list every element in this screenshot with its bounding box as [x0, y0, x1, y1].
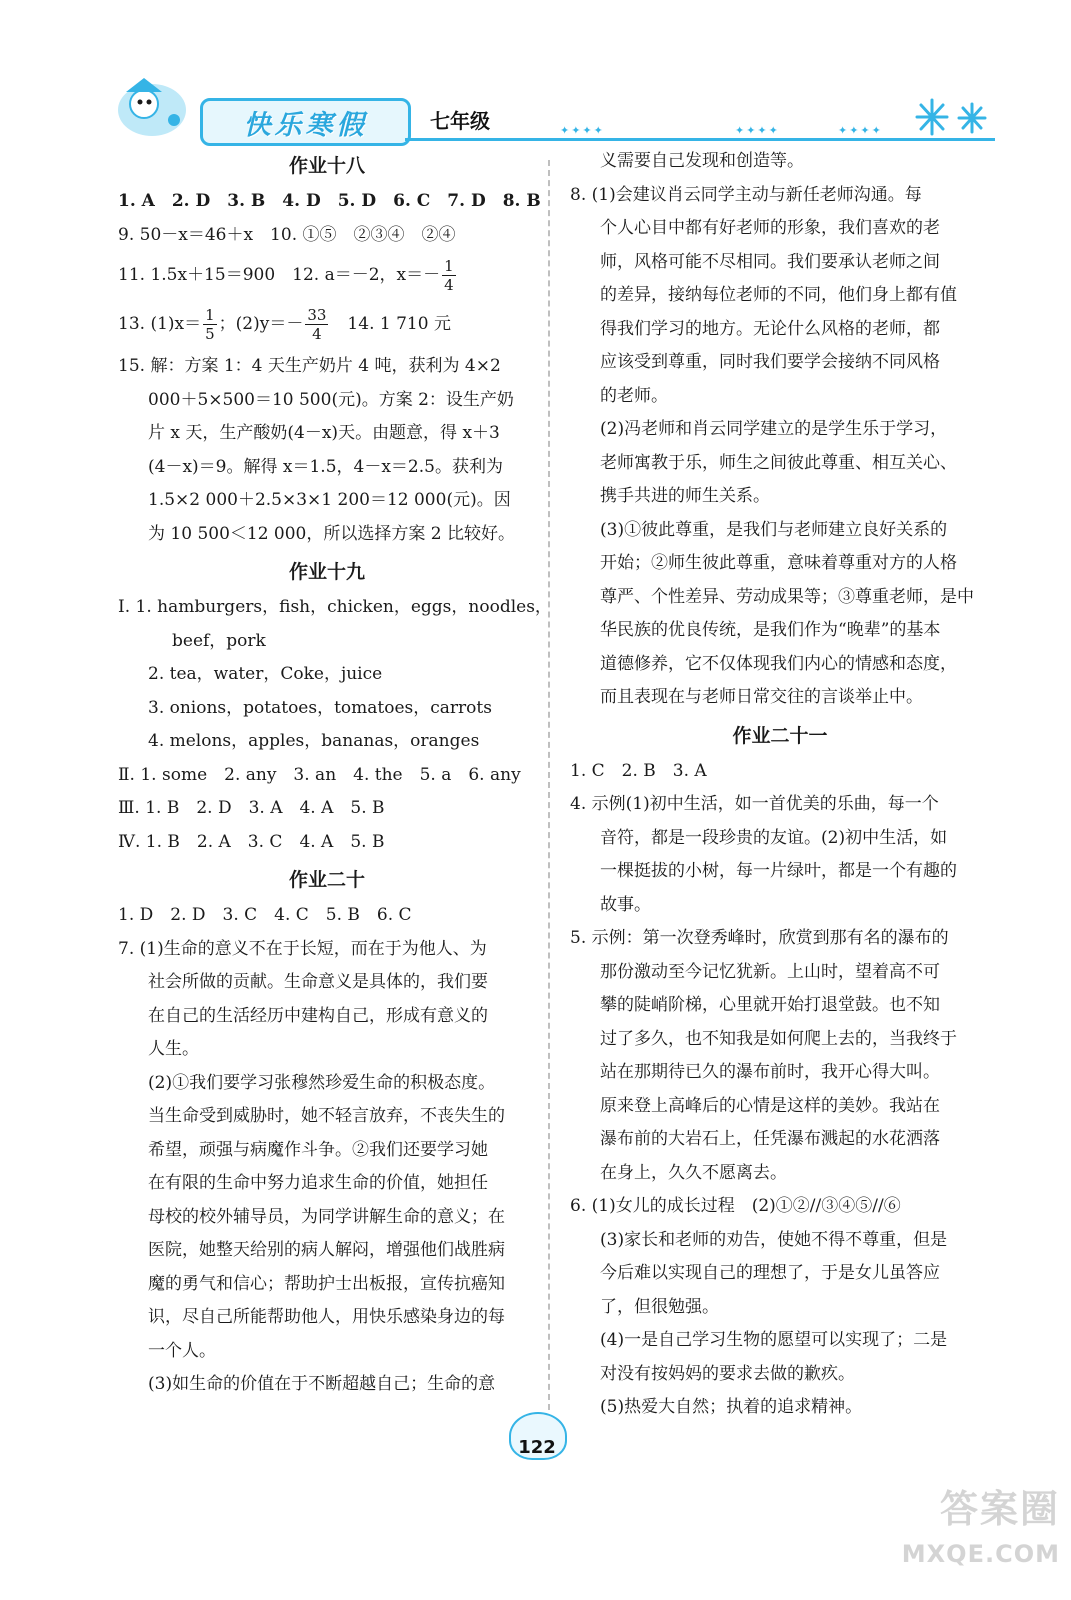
- section-title-19: 作业十九: [288, 561, 365, 583]
- answer-line: 道德修养，它不仅体现我们内心的情感和态度，: [600, 653, 957, 674]
- page-header: [0, 0, 1071, 150]
- answer-line: [118, 252, 536, 298]
- star-decoration: ✦✦✦✦: [838, 124, 883, 137]
- answer-line: 音符，都是一段珍贵的友谊。(2)初中生活，如: [600, 827, 948, 848]
- answer-line: (2)①我们要学习张穆然珍爱生命的积极态度。: [148, 1072, 496, 1093]
- fraction-denominator: 4: [444, 276, 454, 294]
- answer-line: Ⅲ. 1. B 2. D 3. A 4. A 5. B: [118, 798, 385, 818]
- mascot-icon: [112, 70, 192, 140]
- answer-line: 对没有按妈妈的要求去做的歉疚。: [600, 1363, 855, 1384]
- fraction: [203, 306, 217, 343]
- answer-line: 1. D 2. D 3. C 4. C 5. B 6. C: [118, 905, 412, 925]
- answer-line: Ⅱ. 1. some 2. any 3. an 4. the 5. a 6. any: [118, 764, 521, 785]
- answer-line: 得我们学习的地方。无论什么风格的老师，都: [600, 318, 940, 339]
- answer-line: 而且表现在与老师日常交往的言谈举止中。: [600, 687, 923, 707]
- answer-line: 在身上，久久不愿离去。: [600, 1162, 787, 1183]
- answer-line: 过了多久，也不知我是如何爬上去的，当我终于: [600, 1028, 957, 1049]
- answer-line: 母校的校外辅导员，为同学讲解生命的意义；在: [148, 1206, 505, 1227]
- fraction-numerator: 1: [205, 306, 215, 324]
- answer-line: (3)①彼此尊重，是我们与老师建立良好关系的: [600, 519, 948, 540]
- answer-line: 15. 解：方案 1：4 天生产奶片 4 吨，获利为 4×2: [118, 356, 501, 376]
- answer-line: 1. A 2. D 3. B 4. D 5. D 6. C 7. D 8. B: [118, 191, 541, 211]
- answer-line: 希望，顽强与病魔作斗争。②我们还要学习她: [148, 1139, 488, 1160]
- answer-line: 2. tea，water，Coke，juice: [148, 664, 383, 684]
- answer-line: beef，pork: [172, 630, 266, 651]
- answer-line: 携手共进的师生关系。: [600, 486, 770, 506]
- star-decoration: ✦✦✦✦: [560, 124, 605, 137]
- snowflake-decoration-icon: [912, 92, 997, 142]
- answer-line: (2)冯老师和肖云同学建立的是学生乐于学习，: [600, 419, 948, 439]
- answer-line: 1. C 2. B 3. A: [570, 760, 707, 781]
- answer-text: 13. (1)x＝: [118, 314, 202, 334]
- section-title-21: 作业二十一: [732, 724, 828, 747]
- answer-line: 个人心目中都有好老师的形象，我们喜欢的老: [600, 218, 940, 238]
- answer-line: Ⅳ. 1. B 2. A 3. C 4. A 5. B: [118, 831, 385, 852]
- answer-line: 了，但很勉强。: [600, 1296, 719, 1317]
- star-decoration: ✦✦✦✦: [735, 124, 780, 137]
- answer-line: 华民族的优良传统，是我们作为“晚辈”的基本: [600, 620, 941, 640]
- answer-text: ；(2)y＝－: [218, 314, 304, 334]
- answer-line: 7. (1)生命的意义不在于长短，而在于为他人、为: [118, 938, 487, 959]
- answer-line: 义需要自己发现和创造等。: [600, 151, 804, 171]
- answer-line: 6. (1)女儿的成长过程 (2)①②//③④⑤//⑥: [570, 1196, 901, 1216]
- watermark-site: MXQE.COM: [901, 1540, 1060, 1568]
- answer-text: 14. 1 710 元: [330, 314, 451, 334]
- answer-line: 9. 50－x＝46＋x 10. ①⑤ ②③④ ②④: [118, 224, 456, 245]
- section-title-20: 作业二十: [288, 869, 365, 891]
- answer-line: 站在那期待已久的瀑布前时，我开心得大叫。: [600, 1062, 940, 1082]
- answer-line: 000＋5×500＝10 500(元)。方案 2：设生产奶: [148, 389, 514, 410]
- answer-line: 的老师。: [600, 385, 668, 406]
- answer-line: 3. onions，potatoes，tomatoes，carrots: [148, 697, 492, 718]
- answer-line: 原来登上高峰后的心情是这样的美妙。我站在: [600, 1095, 940, 1116]
- answer-line: 尊严、个性差异、劳动成果等；③尊重老师，是中: [600, 586, 974, 607]
- watermark: [880, 1478, 1060, 1588]
- answer-line: 社会所做的贡献。生命意义是具体的，我们要: [148, 972, 488, 992]
- fraction-denominator: 5: [205, 325, 215, 343]
- answer-line: 一棵挺拔的小树，每一片绿叶，都是一个有趣的: [600, 861, 957, 881]
- answer-line: 在有限的生命中努力追求生命的价值，她担任: [148, 1173, 488, 1193]
- answer-line: 那份激动至今记忆犹新。上山时，望着高不可: [600, 961, 940, 982]
- header-rule: [405, 138, 995, 141]
- answer-line: 今后难以实现自己的理想了，于是女儿虽答应: [600, 1263, 940, 1283]
- answer-line: 4. melons，apples，bananas，oranges: [148, 731, 480, 751]
- answer-line: Ⅰ. 1. hamburgers，fish，chicken，eggs，noodles，: [118, 597, 552, 617]
- answer-line: (5)热爱大自然；执着的追求精神。: [600, 1397, 863, 1417]
- page-number: 122: [518, 1437, 556, 1458]
- answer-line: 瀑布前的大岩石上，任凭瀑布溅起的水花洒落: [600, 1129, 940, 1149]
- grade-label: 七年级: [430, 109, 490, 133]
- answer-line: 5. 示例：第一次登秀峰时，欣赏到那有名的瀑布的: [570, 928, 949, 948]
- answer-line: (3)家长和老师的劝告，使她不得不尊重，但是: [600, 1229, 948, 1250]
- answer-line: 当生命受到威胁时，她不轻言放弃，不丧失生的: [148, 1106, 505, 1126]
- answer-line: 老师寓教于乐，师生之间彼此尊重、相互关心、: [600, 452, 957, 473]
- answer-line: (3)如生命的价值在于不断超越自己；生命的意: [148, 1374, 496, 1394]
- answer-line: 攀的陡峭阶梯，心里就开始打退堂鼓。也不知: [600, 995, 940, 1015]
- answer-line: 识，尽自己所能帮助他人，用快乐感染身边的每: [148, 1307, 505, 1327]
- fraction: [305, 306, 328, 343]
- fraction-numerator: 33: [307, 306, 327, 324]
- answer-line: 开始；②师生彼此尊重，意味着尊重对方的人格: [600, 553, 957, 573]
- answer-line: 师，风格可能不尽相同。我们要承认老师之间: [600, 251, 940, 272]
- answer-line: 8. (1)会建议肖云同学主动与新任老师沟通。每: [570, 184, 922, 205]
- answer-line: 4. 示例(1)初中生活，如一首优美的乐曲，每一个: [570, 794, 939, 814]
- answer-line: 人生。: [148, 1039, 199, 1059]
- answer-line: 片 x 天，生产酸奶(4－x)天。由题意，得 x＋3: [148, 423, 500, 443]
- banner-title: 快乐寒假: [200, 98, 411, 146]
- answer-line: 的差异，接纳每位老师的不同，他们身上都有值: [600, 285, 957, 305]
- answer-line: (4－x)＝9。解得 x＝1.5，4－x＝2.5。获利为: [148, 456, 503, 477]
- answer-line: 魔的勇气和信心；帮助护士出板报，宣传抗癌知: [148, 1273, 505, 1294]
- right-column: [570, 145, 990, 1425]
- fraction-denominator: 4: [312, 325, 322, 343]
- answer-line: 一个人。: [148, 1340, 216, 1361]
- answer-line: 应该受到尊重，同时我们要学会接纳不同风格: [600, 352, 940, 372]
- answer-line: [118, 298, 536, 350]
- answer-line: 在自己的生活经历中建构自己，形成有意义的: [148, 1005, 488, 1026]
- watermark-logo: 答案圈: [939, 1487, 1060, 1531]
- answer-text: 11. 1.5x＋15＝900 12. a＝－2，x＝－: [118, 265, 441, 285]
- answer-line: 故事。: [600, 894, 651, 915]
- answer-line: 医院，她整天给别的病人解闷，增强他们战胜病: [148, 1240, 505, 1260]
- section-title-18: 作业十八: [288, 155, 365, 177]
- left-column: [118, 145, 552, 1402]
- answer-line: 为 10 500＜12 000，所以选择方案 2 比较好。: [148, 523, 515, 544]
- answer-line: (4)一是自己学习生物的愿望可以实现了；二是: [600, 1330, 948, 1350]
- fraction: [442, 257, 456, 294]
- answer-line: 1.5×2 000＋2.5×3×1 200＝12 000(元)。因: [148, 490, 511, 510]
- column-divider: [548, 160, 550, 1410]
- fraction-numerator: 1: [444, 257, 454, 275]
